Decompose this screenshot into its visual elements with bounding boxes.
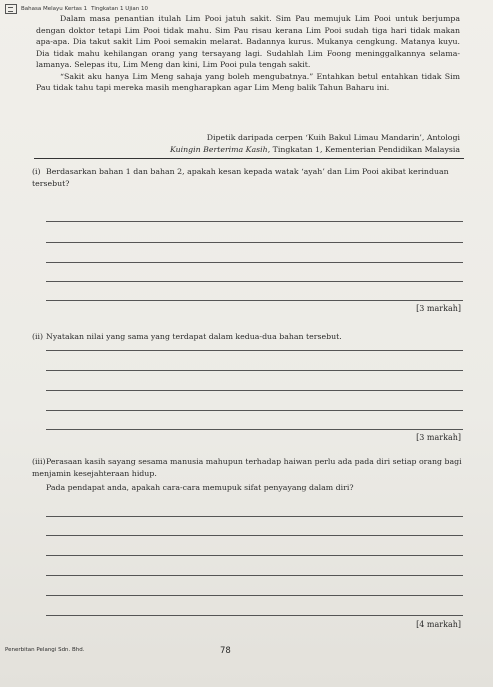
level-label: Tingkatan 1 Ujian 10 (91, 6, 148, 12)
answer-line[interactable] (46, 575, 463, 576)
question-3-subtext: Pada pendapat anda, apakah cara-cara memupuk sifat penyayang dalam diri? (46, 483, 354, 492)
passage-text (36, 13, 460, 94)
subject-label: Bahasa Melayu Kertas 1 (21, 6, 88, 12)
question-1-marks: [3 markah] (416, 304, 461, 313)
question-3-number: (iii) (32, 457, 46, 466)
page-number: 78 (220, 646, 231, 656)
answer-line[interactable] (46, 300, 463, 301)
question-2-text: Nyatakan nilai yang sama yang terdapat dalam kedua-dua bahan tersebut. (46, 332, 342, 341)
answer-line[interactable] (46, 615, 463, 616)
answer-line[interactable] (46, 410, 463, 411)
source-title: Kuingin Berterima Kasih (169, 144, 268, 154)
question-2-marks: [3 markah] (416, 433, 461, 442)
question-1-text: Berdasarkan bahan 1 dan bahan 2, apakah kesan kepada watak ‘ayah’ dan Lim Pooi akibat kerinduan tersebut? (32, 167, 449, 188)
answer-line[interactable] (46, 370, 463, 371)
source-rest: , Tingkatan 1, Kementerian Pendidikan Malaysia (267, 144, 460, 154)
answer-line[interactable] (46, 221, 463, 222)
answer-line[interactable] (46, 390, 463, 391)
answer-line[interactable] (46, 535, 463, 536)
question-1 (32, 166, 462, 189)
section-divider (34, 158, 464, 159)
source-line-1: Dipetik daripada cerpen ‘Kuih Bakul Limau Mandarin’, Antologi (206, 133, 460, 142)
question-2 (32, 331, 462, 343)
answer-line[interactable] (46, 350, 463, 351)
book-icon (5, 4, 17, 14)
passage-paragraph-2: “Sakit aku hanya Lim Meng sahaja yang boleh mengubatnya.” Entahkan betul entahkan tidak Sim Pau tidak tahu tapi mereka masih mengharapkan agar Lim Meng balik Tahun Baharu ini. (36, 71, 460, 92)
question-1-number: (i) (32, 167, 41, 176)
answer-line[interactable] (46, 555, 463, 556)
answer-line[interactable] (46, 516, 463, 517)
passage-source (60, 132, 460, 155)
answer-line[interactable] (46, 281, 463, 282)
question-3-marks: [4 markah] (416, 620, 461, 629)
publisher-label: Penerbitan Pelangi Sdn. Bhd. (5, 647, 85, 653)
source-line-2 (60, 144, 460, 156)
passage-paragraph-1: Dalam masa penantian itulah Lim Pooi jatuh sakit. Sim Pau memujuk Lim Pooi untuk berjumpa dengan doktor tetapi Lim Pooi tidak mahu. Sim Pau risau kerana Lim Pooi sudah tiga hari tidak makan apa-apa. Dia takut sakit Lim Pooi semakin melarat. Badannya kurus. Mukanya cengkung. Matanya kuyu. Dia tidak mahu kehilangan orang yang tersayang lagi. Sudahlah Lim Foong meninggalkannya selama-lamanya. Selepas itu, Lim Meng dan kini, Lim Pooi pula tengah sakit. (36, 14, 460, 69)
answer-line[interactable] (46, 242, 463, 243)
answer-line[interactable] (46, 262, 463, 263)
question-3 (32, 456, 462, 494)
answer-line[interactable] (46, 429, 463, 430)
question-2-number: (ii) (32, 332, 44, 341)
question-3-text: Perasaan kasih sayang sesama manusia mahupun terhadap haiwan perlu ada pada diri setiap orang bagi menjamin kesejahteraan hidup. (32, 457, 462, 478)
answer-line[interactable] (46, 595, 463, 596)
